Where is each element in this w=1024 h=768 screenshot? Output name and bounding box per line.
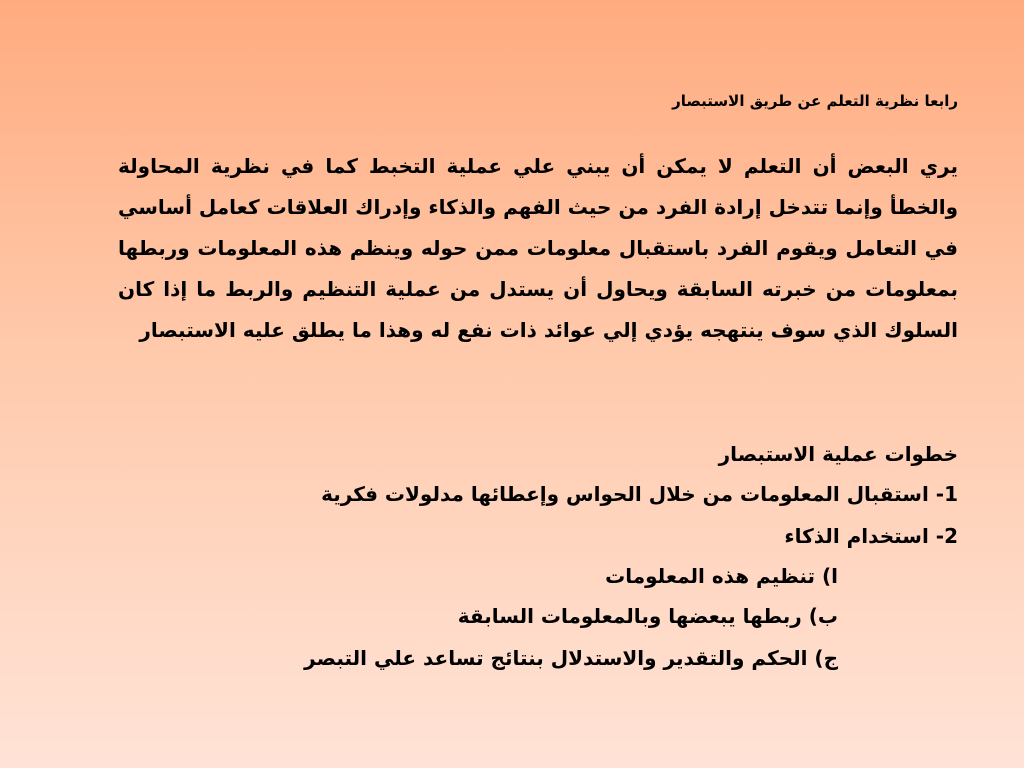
steps-title: خطوات عملية الاستبصار	[718, 442, 958, 466]
step-item: 1- استقبال المعلومات من خلال الحواس وإعطائها مدلولات فكرية	[321, 482, 958, 506]
slide-heading: رابعا نظرية التعلم عن طريق الاستبصار	[672, 92, 958, 110]
substep-item: ب) ربطها يبعضها وبالمعلومات السابقة	[457, 604, 838, 628]
body-paragraph: يري البعض أن التعلم لا يمكن أن يبني علي عملية التخبط كما في نظرية المحاولة والخطأ وإنما تتدخل إرادة الفرد من حيث الفهم والذكاء وإدراك العلاقات كعامل أساسي في التعامل ويقوم الفرد باستقبال معلومات ممن حوله وينظم هذه المعلومات وربطها بمعلومات من خبرته السابقة ويحاول أن يستدل من عملية التنظيم والربط ما إذا كان السلوك الذي سوف ينتهجه يؤدي إلي عوائد ذات نفع له وهذا ما يطلق عليه الاستبصار	[118, 154, 958, 342]
step-item: 2- استخدام الذكاء	[784, 524, 958, 548]
substep-item: ا) تنظيم هذه المعلومات	[605, 564, 838, 588]
substep-item: ج) الحكم والتقدير والاستدلال بنتائج تساعد علي التبصر	[304, 646, 838, 670]
